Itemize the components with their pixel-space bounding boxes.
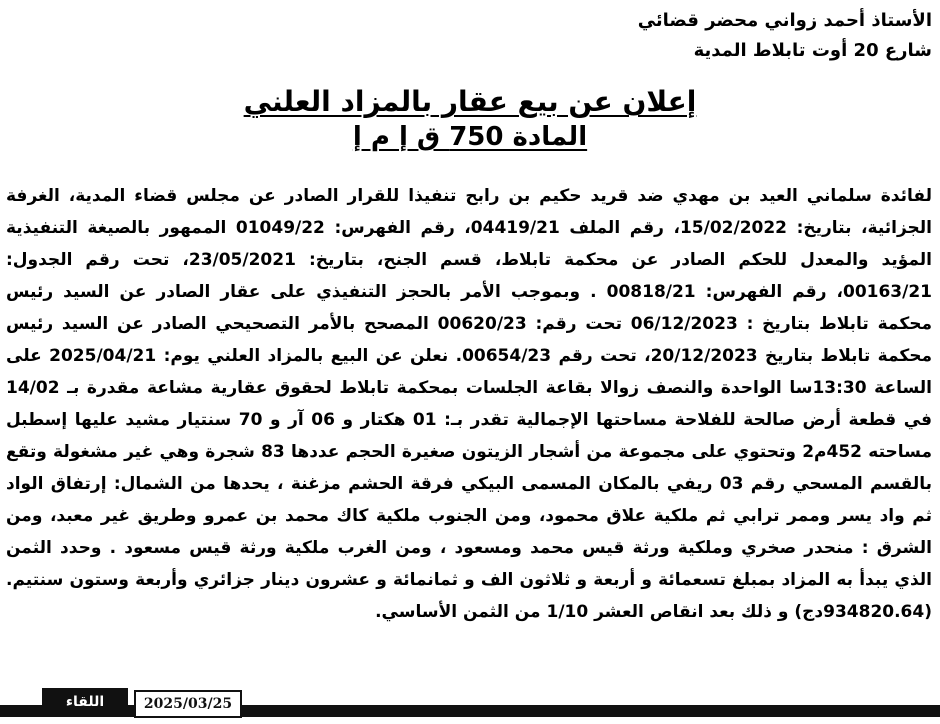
source-label: اللقاء xyxy=(42,688,128,716)
article-number: 750 xyxy=(449,122,504,152)
issuer-address: شارع 20 أوت تابلاط المدية xyxy=(693,40,932,61)
notice-titles xyxy=(0,84,940,154)
notice-title: إعلان عن بيع عقار بالمزاد العلني xyxy=(243,85,697,118)
article-prefix: المادة xyxy=(503,122,588,152)
issuer-header xyxy=(372,6,932,66)
article-reference xyxy=(0,120,940,154)
issuer-name: الأستاذ أحمد زواني محضر قضائي xyxy=(637,10,932,31)
notice-body: لفائدة سلماني العيد بن مهدي ضد قريد حكيم بن رابح تنفيذا للقرار الصادر عن مجلس قضاء المدية، الغرفة الجزائية، بتاريخ: 15/02/2022، رقم الملف 04419/21، رقم الفهرس: 01049/22 الممهور بالصيغة التنفيذية المؤيد والمعدل للحكم الصادر عن محكمة تابلاط، قسم الجنح، بتاريخ: 23/05/2021، تحت رقم الجدول: 00163/21، رقم الفهرس: 00818/21 . وبموجب الأمر بالحجز التنفيذي على عقار الصادر عن السيد رئيس محكمة تابلاط بتاريخ : 06/12/2023 تحت رقم: 00620/23 المصحح بالأمر التصحيحي الصادر عن السيد رئيس محكمة تابلاط بتاريخ 20/12/2023، تحت رقم 00654/23. نعلن عن البيع بالمزاد العلني يوم: 2025/04/21 على الساعة 13:30سا الواحدة والنصف زوالا بقاعة الجلسات بمحكمة تابلاط لحقوق عقارية مشاعة مقدرة بـ 14/02 في قطعة أرض صالحة للفلاحة مساحتها الإجمالية تقدر بـ: 01 هكتار و 06 آر و 70 سنتيار مشيد عليها إسطبل مساحته 452م2 وتحتوي على مجموعة من أشجار الزيتون صغيرة الحجم عددها 83 شجرة وهي غير مشغولة وتقع بالقسم المسحي رقم 03 ريفي بالمكان المسمى البيكي فرقة الحشم مزغنة ، يحدها من الشمال: إرتفاق الواد ثم واد يسر وممر ترابي ثم ملكية علاق محمود، ومن الجنوب ملكية كاك محمد بن عمرو وطريق غير معبد، ومن الشرق : منحدر صخري وملكية ورثة قيس محمد ومسعود ، ومن الغرب ملكية ورثة قيس مسعود . وحدد الثمن الذي يبدأ به المزاد بمبلغ تسعمائة و أربعة و ثلاثون الف و ثمانمائة و عشرون دينار جزائري وأربعة وستون سنتيم. (934820.64دج) و ذلك بعد انقاص العشر 1/10 من الثمن الأساسي. xyxy=(6,186,933,622)
article-suffix: ق إ م إ xyxy=(352,122,450,152)
publication-date: 2025/03/25 xyxy=(134,690,242,718)
